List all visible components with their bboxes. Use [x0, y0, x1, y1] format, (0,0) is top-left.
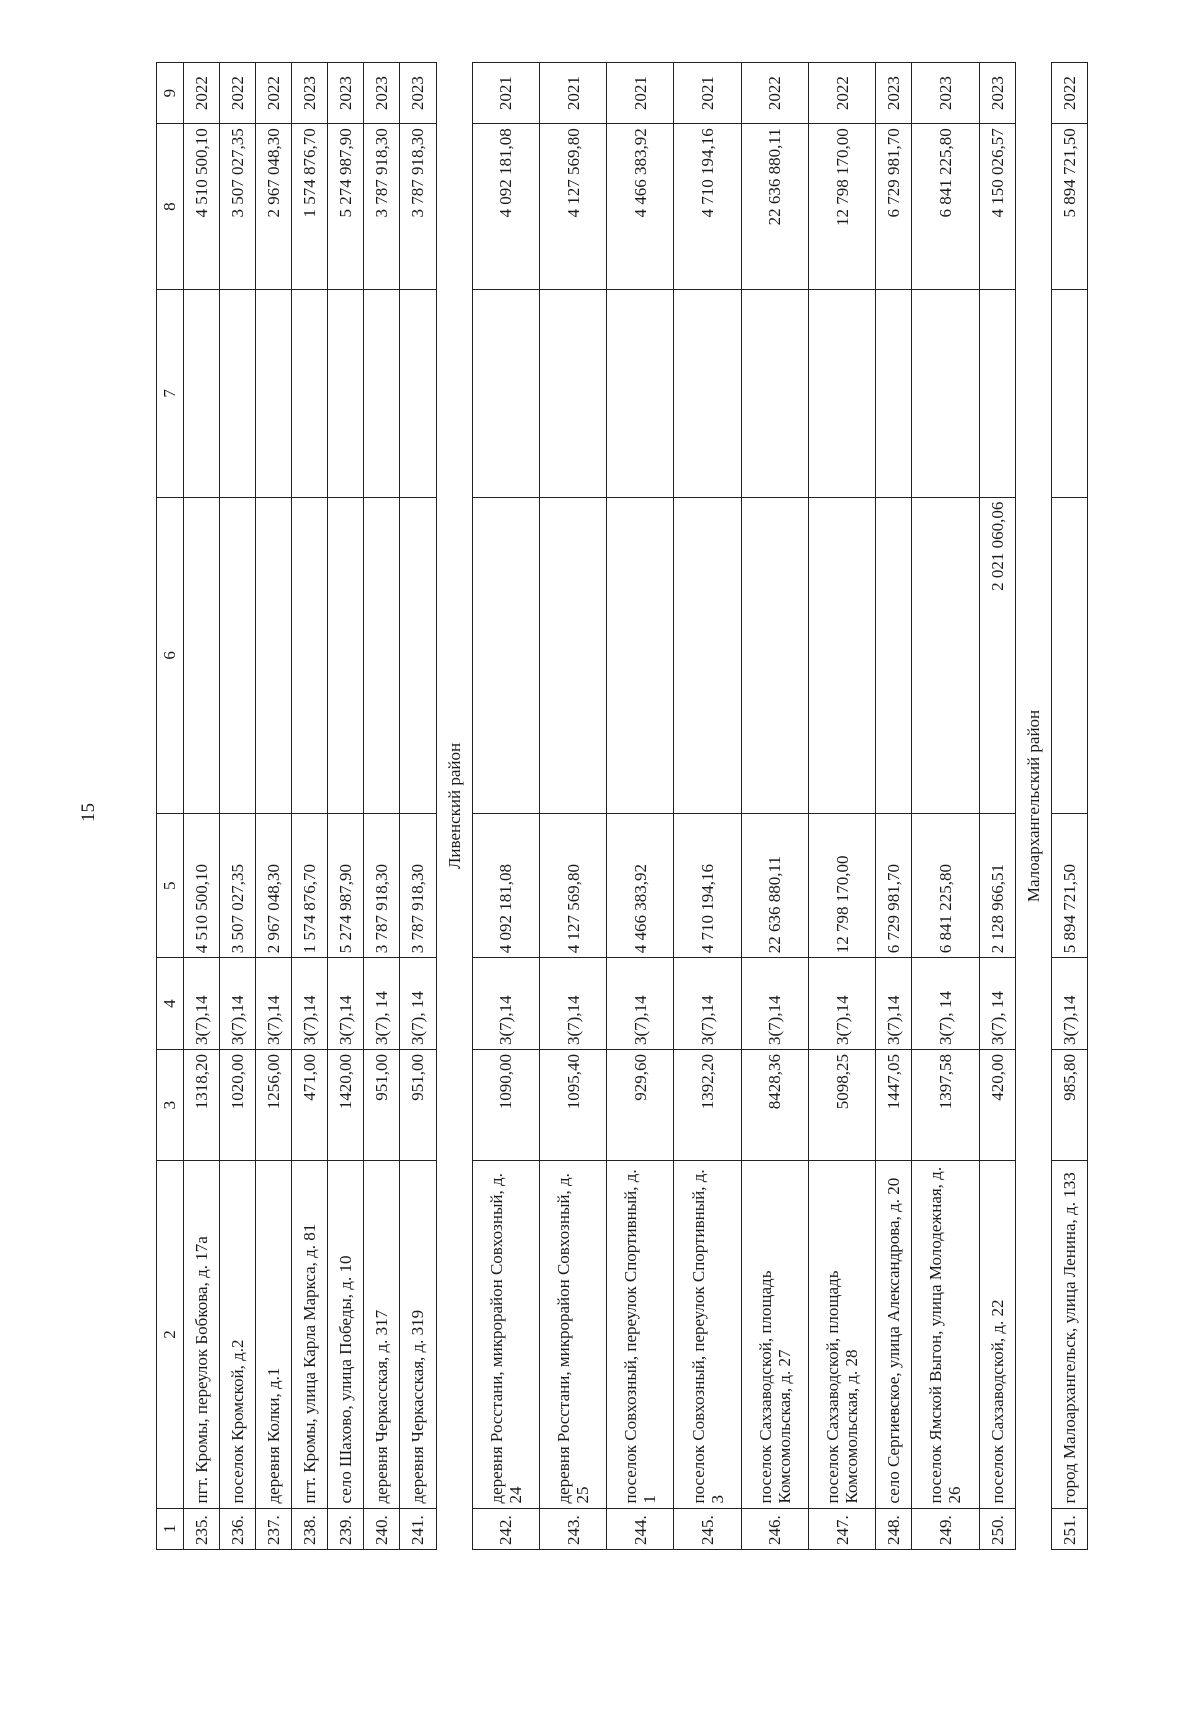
cost-cell: 3 787 918,30 — [364, 814, 400, 958]
address-cell: поселок Кромской, д.2 — [220, 1161, 256, 1508]
column-7-cell — [607, 290, 674, 497]
additional-cost-cell — [912, 497, 979, 814]
row-number: 237. — [256, 1508, 292, 1549]
address-cell: пгт. Кромы, улица Карла Маркса, д. 81 — [292, 1161, 328, 1508]
additional-cost-cell — [328, 497, 364, 814]
table-header-row — [157, 63, 184, 1550]
area-cell: 1095,40 — [539, 1049, 606, 1160]
work-type-cell: 3(7),14 — [1051, 958, 1087, 1050]
area-cell: 1420,00 — [328, 1049, 364, 1160]
year-cell: 2023 — [364, 63, 400, 124]
district-row — [436, 63, 472, 1550]
work-type-cell: 3(7),14 — [741, 958, 808, 1050]
total-cost-cell: 12 798 170,00 — [808, 124, 875, 290]
year-cell: 2022 — [741, 63, 808, 124]
table-row — [741, 63, 808, 1550]
cost-cell: 2 967 048,30 — [256, 814, 292, 958]
table-row — [328, 63, 364, 1550]
year-cell: 2023 — [292, 63, 328, 124]
area-cell: 8428,36 — [741, 1049, 808, 1160]
address-cell: село Сергиевское, улица Александрова, д. 20 — [876, 1161, 912, 1508]
row-number: 250. — [979, 1508, 1015, 1549]
column-7-cell — [292, 290, 328, 497]
row-number: 251. — [1051, 1508, 1087, 1549]
year-cell: 2021 — [607, 63, 674, 124]
year-cell: 2023 — [876, 63, 912, 124]
address-cell: деревня Росстани, микрорайон Совхозный, д. 25 — [539, 1161, 606, 1508]
table-row — [292, 63, 328, 1550]
additional-cost-cell: 2 021 060,06 — [979, 497, 1015, 814]
total-cost-cell: 4 466 383,92 — [607, 124, 674, 290]
total-cost-cell: 5 274 987,90 — [328, 124, 364, 290]
year-cell: 2023 — [912, 63, 979, 124]
page-number: 15 — [78, 803, 99, 822]
column-7-cell — [808, 290, 875, 497]
additional-cost-cell — [400, 497, 436, 814]
address-cell: деревня Колки, д.1 — [256, 1161, 292, 1508]
column-7-cell — [979, 290, 1015, 497]
area-cell: 951,00 — [400, 1049, 436, 1160]
additional-cost-cell — [808, 497, 875, 814]
table-row — [256, 63, 292, 1550]
work-type-cell: 3(7),14 — [328, 958, 364, 1050]
area-cell: 929,60 — [607, 1049, 674, 1160]
additional-cost-cell — [674, 497, 741, 814]
area-cell: 471,00 — [292, 1049, 328, 1160]
total-cost-cell: 5 894 721,50 — [1051, 124, 1087, 290]
row-number: 242. — [472, 1508, 539, 1549]
district-row — [1015, 63, 1051, 1550]
column-7-cell — [539, 290, 606, 497]
row-number: 236. — [220, 1508, 256, 1549]
year-cell: 2021 — [472, 63, 539, 124]
district-heading: Малоархангельский район — [1015, 63, 1051, 1550]
work-type-cell: 3(7),14 — [292, 958, 328, 1050]
area-cell: 1090,00 — [472, 1049, 539, 1160]
area-cell: 1392,20 — [674, 1049, 741, 1160]
work-type-cell: 3(7),14 — [220, 958, 256, 1050]
area-cell: 1020,00 — [220, 1049, 256, 1160]
additional-cost-cell — [607, 497, 674, 814]
address-cell: поселок Сахзаводской, площадь Комсомольская, д. 27 — [741, 1161, 808, 1508]
year-cell: 2022 — [220, 63, 256, 124]
cost-cell: 4 092 181,08 — [472, 814, 539, 958]
work-type-cell: 3(7),14 — [539, 958, 606, 1050]
col-header-4: 4 — [157, 958, 184, 1050]
cost-cell: 3 507 027,35 — [220, 814, 256, 958]
row-number: 244. — [607, 1508, 674, 1549]
address-cell: поселок Совхозный, переулок Спортивный, д. 3 — [674, 1161, 741, 1508]
table-row — [539, 63, 606, 1550]
area-cell: 1318,20 — [184, 1049, 220, 1160]
table-row — [607, 63, 674, 1550]
col-header-1: 1 — [157, 1508, 184, 1549]
row-number: 243. — [539, 1508, 606, 1549]
area-cell: 951,00 — [364, 1049, 400, 1160]
cost-cell: 6 841 225,80 — [912, 814, 979, 958]
row-number: 246. — [741, 1508, 808, 1549]
year-cell: 2023 — [979, 63, 1015, 124]
total-cost-cell: 4 127 569,80 — [539, 124, 606, 290]
address-cell: город Малоархангельск, улица Ленина, д. 133 — [1051, 1161, 1087, 1508]
additional-cost-cell — [292, 497, 328, 814]
total-cost-cell: 2 967 048,30 — [256, 124, 292, 290]
cost-cell: 5 894 721,50 — [1051, 814, 1087, 958]
area-cell: 420,00 — [979, 1049, 1015, 1160]
total-cost-cell: 3 507 027,35 — [220, 124, 256, 290]
address-cell: поселок Сахзаводской, д. 22 — [979, 1161, 1015, 1508]
total-cost-cell: 3 787 918,30 — [400, 124, 436, 290]
column-7-cell — [184, 290, 220, 497]
table-row — [220, 63, 256, 1550]
table-row — [364, 63, 400, 1550]
column-7-cell — [256, 290, 292, 497]
additional-cost-cell — [472, 497, 539, 814]
year-cell: 2021 — [539, 63, 606, 124]
total-cost-cell: 4 092 181,08 — [472, 124, 539, 290]
cost-cell: 3 787 918,30 — [400, 814, 436, 958]
cost-cell: 12 798 170,00 — [808, 814, 875, 958]
additional-cost-cell — [539, 497, 606, 814]
total-cost-cell: 4 710 194,16 — [674, 124, 741, 290]
additional-cost-cell — [741, 497, 808, 814]
work-type-cell: 3(7),14 — [674, 958, 741, 1050]
repair-schedule-table — [156, 62, 1088, 1550]
col-header-6: 6 — [157, 497, 184, 814]
work-type-cell: 3(7),14 — [472, 958, 539, 1050]
table-row — [876, 63, 912, 1550]
row-number: 249. — [912, 1508, 979, 1549]
cost-cell: 22 636 880,11 — [741, 814, 808, 958]
year-cell: 2021 — [674, 63, 741, 124]
column-7-cell — [1051, 290, 1087, 497]
address-cell: поселок Сахзаводской, площадь Комсомольская, д. 28 — [808, 1161, 875, 1508]
area-cell: 1256,00 — [256, 1049, 292, 1160]
row-number: 240. — [364, 1508, 400, 1549]
year-cell: 2022 — [184, 63, 220, 124]
table-row — [674, 63, 741, 1550]
col-header-3: 3 — [157, 1049, 184, 1160]
total-cost-cell: 6 729 981,70 — [876, 124, 912, 290]
cost-cell: 1 574 876,70 — [292, 814, 328, 958]
row-number: 238. — [292, 1508, 328, 1549]
table-row — [400, 63, 436, 1550]
table-row — [808, 63, 875, 1550]
row-number: 245. — [674, 1508, 741, 1549]
year-cell: 2023 — [328, 63, 364, 124]
table-row — [472, 63, 539, 1550]
total-cost-cell: 3 787 918,30 — [364, 124, 400, 290]
column-7-cell — [876, 290, 912, 497]
total-cost-cell: 22 636 880,11 — [741, 124, 808, 290]
address-cell: деревня Росстани, микрорайон Совхозный, д. 24 — [472, 1161, 539, 1508]
year-cell: 2023 — [400, 63, 436, 124]
table-row — [979, 63, 1015, 1550]
work-type-cell: 3(7),14 — [876, 958, 912, 1050]
total-cost-cell: 1 574 876,70 — [292, 124, 328, 290]
row-number: 239. — [328, 1508, 364, 1549]
row-number: 247. — [808, 1508, 875, 1549]
col-header-8: 8 — [157, 124, 184, 290]
col-header-9: 9 — [157, 63, 184, 124]
additional-cost-cell — [256, 497, 292, 814]
year-cell: 2022 — [808, 63, 875, 124]
district-heading: Ливенский район — [436, 63, 472, 1550]
address-cell: село Шахово, улица Победы, д. 10 — [328, 1161, 364, 1508]
row-number: 235. — [184, 1508, 220, 1549]
col-header-2: 2 — [157, 1161, 184, 1508]
work-type-cell: 3(7), 14 — [912, 958, 979, 1050]
total-cost-cell: 4 150 026,57 — [979, 124, 1015, 290]
additional-cost-cell — [1051, 497, 1087, 814]
address-cell: деревня Черкасская, д. 319 — [400, 1161, 436, 1508]
cost-cell: 4 710 194,16 — [674, 814, 741, 958]
address-cell: поселок Ямской Выгон, улица Молодежная, д. 26 — [912, 1161, 979, 1508]
table-row — [912, 63, 979, 1550]
column-7-cell — [328, 290, 364, 497]
work-type-cell: 3(7),14 — [607, 958, 674, 1050]
area-cell: 1397,58 — [912, 1049, 979, 1160]
work-type-cell: 3(7),14 — [184, 958, 220, 1050]
additional-cost-cell — [364, 497, 400, 814]
column-7-cell — [472, 290, 539, 497]
column-7-cell — [912, 290, 979, 497]
cost-cell: 4 127 569,80 — [539, 814, 606, 958]
address-cell: деревня Черкасская, д. 317 — [364, 1161, 400, 1508]
column-7-cell — [741, 290, 808, 497]
address-cell: поселок Совхозный, переулок Спортивный, д. 1 — [607, 1161, 674, 1508]
work-type-cell: 3(7),14 — [256, 958, 292, 1050]
area-cell: 5098,25 — [808, 1049, 875, 1160]
cost-cell: 4 466 383,92 — [607, 814, 674, 958]
column-7-cell — [674, 290, 741, 497]
rotated-page-content — [156, 62, 1088, 1550]
row-number: 248. — [876, 1508, 912, 1549]
table-body — [184, 63, 1088, 1550]
work-type-cell: 3(7),14 — [808, 958, 875, 1050]
year-cell: 2022 — [1051, 63, 1087, 124]
work-type-cell: 3(7), 14 — [364, 958, 400, 1050]
additional-cost-cell — [876, 497, 912, 814]
total-cost-cell: 6 841 225,80 — [912, 124, 979, 290]
col-header-5: 5 — [157, 814, 184, 958]
column-7-cell — [400, 290, 436, 497]
cost-cell: 5 274 987,90 — [328, 814, 364, 958]
year-cell: 2022 — [256, 63, 292, 124]
additional-cost-cell — [184, 497, 220, 814]
col-header-7: 7 — [157, 290, 184, 497]
row-number: 241. — [400, 1508, 436, 1549]
column-7-cell — [220, 290, 256, 497]
area-cell: 1447,05 — [876, 1049, 912, 1160]
column-7-cell — [364, 290, 400, 497]
table-row — [1051, 63, 1087, 1550]
table-row — [184, 63, 220, 1550]
cost-cell: 6 729 981,70 — [876, 814, 912, 958]
area-cell: 985,80 — [1051, 1049, 1087, 1160]
address-cell: пгт. Кромы, переулок Бобкова, д. 17а — [184, 1161, 220, 1508]
cost-cell: 4 510 500,10 — [184, 814, 220, 958]
additional-cost-cell — [220, 497, 256, 814]
total-cost-cell: 4 510 500,10 — [184, 124, 220, 290]
work-type-cell: 3(7), 14 — [979, 958, 1015, 1050]
cost-cell: 2 128 966,51 — [979, 814, 1015, 958]
work-type-cell: 3(7), 14 — [400, 958, 436, 1050]
